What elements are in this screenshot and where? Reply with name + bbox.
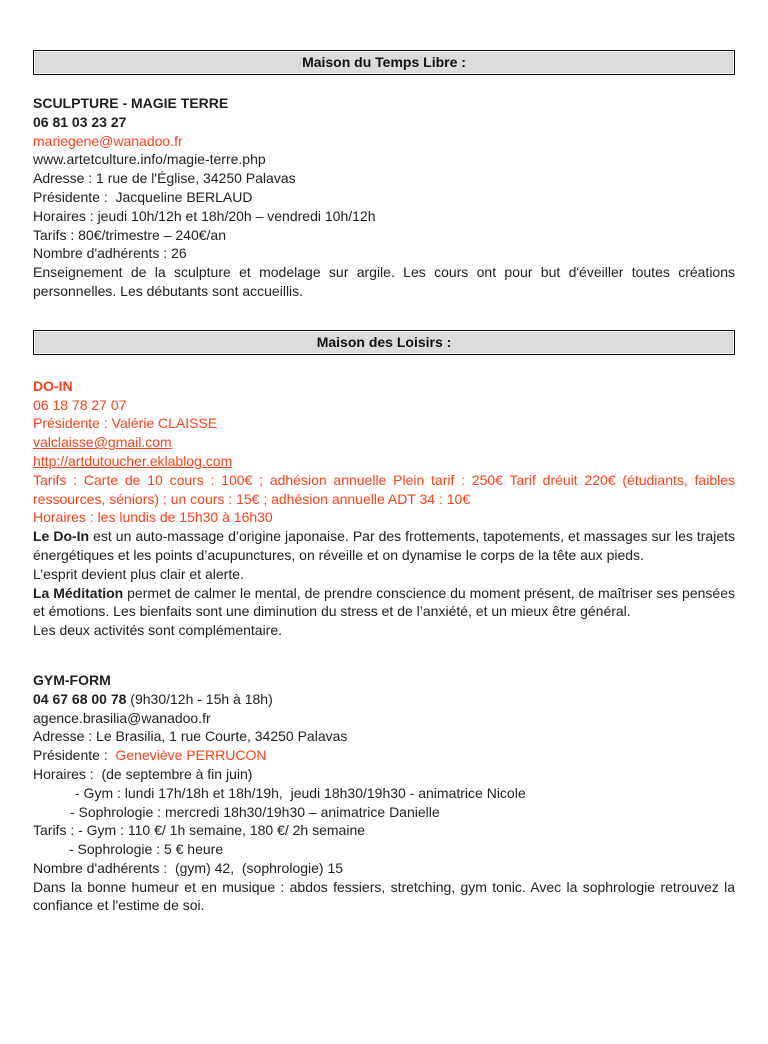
doin-desc1-rest: est un auto-massage d’origine japonaise. Par des frottements, tapotements, et massages sur les trajets énergétiques et les points d’acupunctures, on réveille et on dynamise le corps de la tête aux pieds. [33, 528, 735, 563]
sculpture-description: Enseignement de la sculpture et modelage sur argile. Les cours ont pour but d'éveiller toutes créations personnelles. Les débutants sont accueillis. [33, 264, 735, 299]
sculpture-email-link[interactable]: mariegene@wanadoo.fr [33, 132, 183, 149]
doin-email-link[interactable]: valclaisse@gmail.com [33, 434, 172, 451]
sculpture-title: SCULPTURE - MAGIE TERRE [33, 95, 229, 111]
doin-description-doin [33, 527, 735, 565]
gym-phone: 04 67 68 00 78 [33, 690, 127, 707]
gym-adherents: Nombre d'adhérents : (gym) 42, (sophrologie) 15 [33, 859, 344, 876]
doin-desc-complementaire: Les deux activités sont complémentaire. [33, 622, 283, 639]
sculpture-website-link[interactable]: www.artetculture.info/magie-terre.php [33, 151, 266, 168]
sculpture-presidente: Présidente : Jacqueline BERLAUD [33, 188, 253, 205]
section-do-in [33, 377, 735, 640]
gym-email-link[interactable]: agence.brasilia@wanadoo.fr [33, 709, 211, 726]
gym-horaires: Horaires : (de septembre à fin juin) [33, 765, 253, 782]
section-sculpture-magie-terre [33, 94, 735, 301]
doin-presidente: Présidente : Valérie CLAISSE [33, 415, 218, 432]
sculpture-horaires: Horaires : jeudi 10h/12h et 18h/20h – vendredi 10h/12h [33, 207, 376, 224]
sculpture-tarifs: Tarifs : 80€/trimestre – 240€/an [33, 226, 226, 243]
gym-phone-hours: (9h30/12h - 15h à 18h) [126, 690, 273, 707]
doin-tarifs: Tarifs : Carte de 10 cours : 100€ ; adhésion annuelle Plein tarif : 250€ Tarif dréuit 220€ (étudiants, faibles ressources, séniors) ; un cours : 15€ ; adhésion annuelle ADT 34 : 10€ [33, 471, 735, 507]
gym-presidente-label: Présidente : [33, 747, 116, 764]
gym-title: GYM-FORM [33, 671, 111, 688]
gym-tarifs-gym: Tarifs : - Gym : 110 €/ 1h semaine, 180 €/ 2h semaine [33, 822, 366, 839]
doin-desc1-bold: Le Do-In [33, 528, 90, 545]
sculpture-phone: 06 81 03 23 27 [33, 113, 127, 130]
doin-desc-esprit: L’esprit devient plus clair et alerte. [33, 565, 244, 582]
gym-presidente-name: Geneviève PERRUCON [115, 747, 267, 764]
doin-horaires: Horaires : les lundis de 15h30 à 16h30 [33, 509, 273, 526]
doin-website-link[interactable]: http://artdutoucher.eklablog.com [33, 452, 233, 469]
sculpture-adherents: Nombre d'adhérents : 26 [33, 245, 187, 262]
document-page [0, 50, 768, 915]
section-gym-form [33, 671, 735, 915]
gym-phone-line [33, 690, 735, 709]
gym-horaires-sophrologie: - Sophrologie : mercredi 18h30/19h30 – animatrice Danielle [70, 803, 440, 820]
gym-description: Dans la bonne humeur et en musique : abdos fessiers, stretching, gym tonic. Avec la sophrologie retrouvez la confiance et l'estime de soi. [33, 878, 735, 914]
gym-adresse: Adresse : Le Brasilia, 1 rue Courte, 34250 Palavas [33, 728, 348, 745]
doin-desc3-bold: La Méditation [33, 584, 124, 601]
section-header-maison-du-temps-libre: Maison du Temps Libre : [33, 50, 735, 75]
gym-horaires-gym: - Gym : lundi 17h/18h et 18h/19h, jeudi 18h30/19h30 - animatrice Nicole [75, 784, 526, 801]
doin-phone: 06 18 78 27 07 [33, 396, 127, 413]
doin-description-meditation [33, 584, 735, 622]
gym-tarifs-sophrologie: - Sophrologie : 5 € heure [69, 841, 224, 858]
doin-title: DO-IN [33, 377, 73, 394]
gym-presidente-line [33, 746, 735, 765]
doin-desc3-rest: permet de calmer le mental, de prendre conscience du moment présent, de maîtriser ses pensées et émotions. Les bienfaits sont une diminution du stress et de l’anxiété, et un mieux être général. [33, 584, 735, 620]
section-header-maison-des-loisirs: Maison des Loisirs : [33, 330, 735, 355]
sculpture-adresse: Adresse : 1 rue de l'Église, 34250 Palavas [33, 170, 296, 187]
